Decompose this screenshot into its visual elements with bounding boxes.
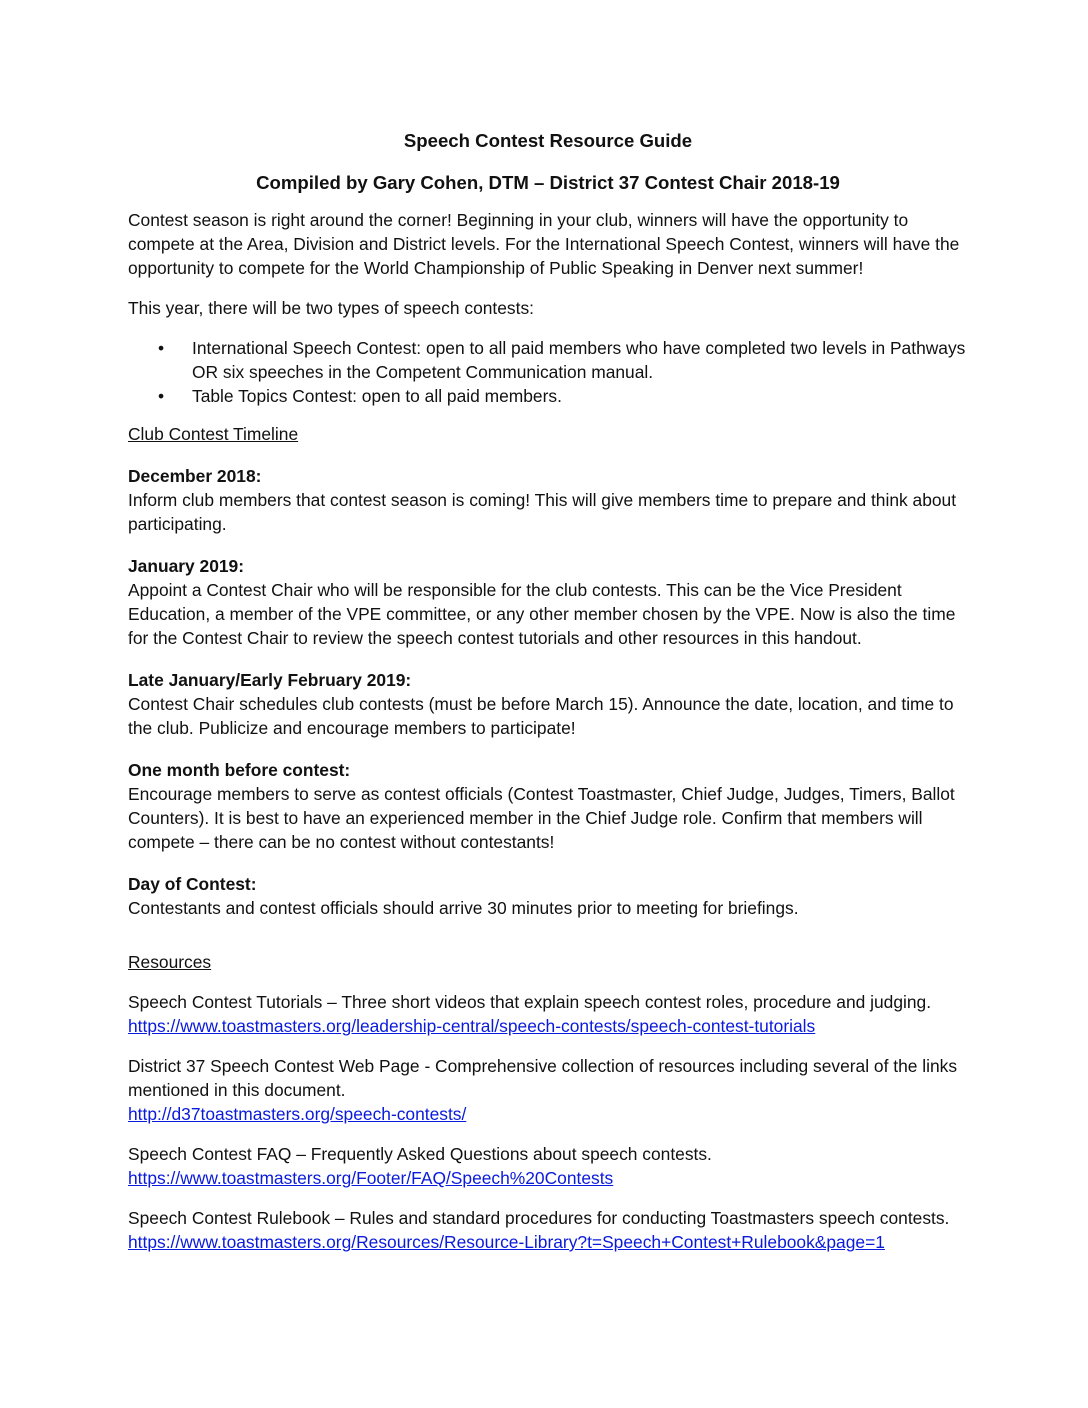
- resource-link[interactable]: https://www.toastmasters.org/leadership-central/speech-contests/speech-contest-tutorials: [128, 1016, 816, 1036]
- timeline-entry: [128, 668, 968, 740]
- resource-description: District 37 Speech Contest Web Page - Comprehensive collection of resources including several of the links mentioned in this document.: [128, 1056, 958, 1100]
- resource-description: Speech Contest Rulebook – Rules and standard procedures for conducting Toastmasters speech contests.: [128, 1208, 950, 1228]
- timeline-entry-text: Appoint a Contest Chair who will be responsible for the club contests. This can be the Vice President Education, a member of the VPE committee, or any other member chosen by the VPE. Now is also the time for the Contest Chair to review the speech contest tutorials and other resources in this handout.: [128, 580, 956, 648]
- timeline-entry-heading: December 2018:: [128, 466, 262, 486]
- bullet-icon: •: [158, 386, 165, 406]
- timeline-entry-text: Contestants and contest officials should arrive 30 minutes prior to meeting for briefings.: [128, 898, 799, 918]
- resources-heading: Resources: [128, 952, 212, 972]
- timeline-entry-text: Contest Chair schedules club contests (must be before March 15). Announce the date, location, and time to the club. Publicize and encourage members to participate!: [128, 694, 954, 738]
- timeline-heading: Club Contest Timeline: [128, 424, 299, 444]
- timeline-entry-heading: Day of Contest:: [128, 874, 257, 894]
- resource-link[interactable]: https://www.toastmasters.org/Footer/FAQ/Speech%20Contests: [128, 1168, 614, 1188]
- document-page: [128, 128, 968, 1254]
- resource-description: Speech Contest FAQ – Frequently Asked Questions about speech contests.: [128, 1144, 712, 1164]
- resource-entry: [128, 1142, 968, 1190]
- timeline-entry-heading: January 2019:: [128, 556, 245, 576]
- bullet-icon: •: [158, 338, 165, 358]
- timeline-entry-heading: One month before contest:: [128, 760, 351, 780]
- timeline-entry: [128, 872, 968, 920]
- timeline-entry: [128, 554, 968, 650]
- timeline-entry: [128, 464, 968, 536]
- timeline-entry: [128, 758, 968, 854]
- timeline-entry-heading: Late January/Early February 2019:: [128, 670, 412, 690]
- contest-types-list: [128, 336, 968, 408]
- timeline-entry-text: Inform club members that contest season is coming! This will give members time to prepare and think about participating.: [128, 490, 957, 534]
- list-item: [128, 384, 968, 408]
- list-item-text: Table Topics Contest: open to all paid members.: [192, 386, 562, 406]
- resource-link[interactable]: https://www.toastmasters.org/Resources/Resource-Library?t=Speech+Contest+Rulebook&page=1: [128, 1232, 885, 1252]
- list-item-text: International Speech Contest: open to all paid members who have completed two levels in Pathways OR six speeches in the Competent Communication manual.: [192, 338, 966, 382]
- resource-entry: [128, 990, 968, 1038]
- contest-types-intro: This year, there will be two types of speech contests:: [128, 298, 534, 318]
- document-title: Speech Contest Resource Guide: [403, 130, 693, 151]
- resource-description: Speech Contest Tutorials – Three short videos that explain speech contest roles, procedure and judging.: [128, 992, 932, 1012]
- resource-entry: [128, 1206, 968, 1254]
- intro-paragraph: Contest season is right around the corner! Beginning in your club, winners will have the opportunity to compete at the Area, Division and District levels. For the International Speech Contest, winners will have the opportunity to compete for the World Championship of Public Speaking in Denver next summer!: [128, 210, 960, 278]
- resource-link[interactable]: http://d37toastmasters.org/speech-contests/: [128, 1104, 467, 1124]
- list-item: [128, 336, 968, 384]
- timeline-entry-text: Encourage members to serve as contest officials (Contest Toastmaster, Chief Judge, Judges, Timers, Ballot Counters). It is best to have an experienced member in the Chief Judge role. Confirm that members will compete – there can be no contest without contestants!: [128, 784, 955, 852]
- resource-entry: [128, 1054, 968, 1126]
- document-subtitle: Compiled by Gary Cohen, DTM – District 37 Contest Chair 2018-19: [256, 172, 840, 193]
